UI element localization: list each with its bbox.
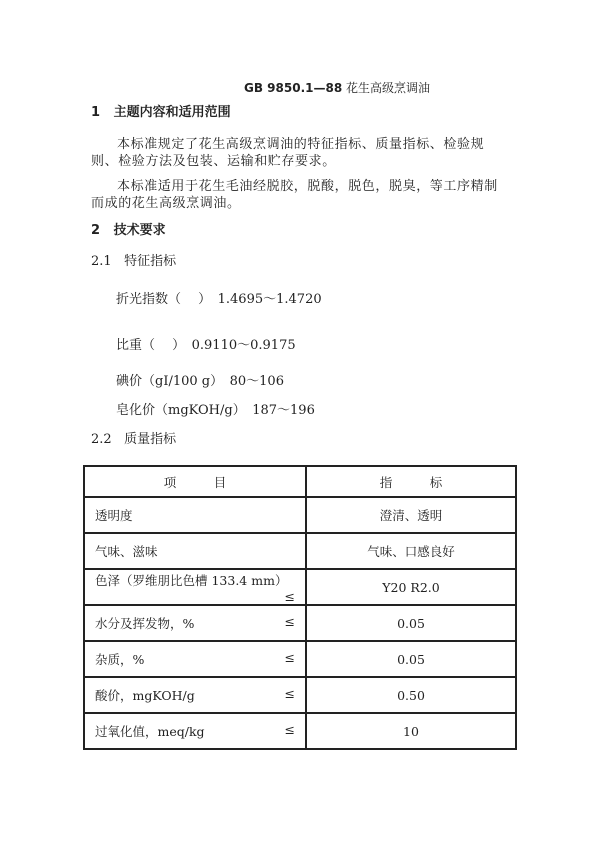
paragraph: 本标准适用于花生毛油经脱胶，脱酸，脱色，脱臭，等工序精制而成的花生高级烹调油。 [91, 179, 498, 211]
section-number: 2.2 [91, 432, 112, 447]
standard-name: 花生高级烹调油 [346, 81, 431, 95]
paragraph: 本标准规定了花生高级烹调油的特征指标、质量指标、检验规则、检验方法及包装、运输和贮存要求。 [91, 137, 485, 169]
section-number: 2.1 [91, 254, 112, 269]
table-row [84, 713, 516, 749]
less-equal-sign: ≤ [284, 614, 295, 629]
refractive-index: 折光指数（ ） 1.4695～1.4720 [116, 292, 322, 307]
section-title: 技术要求 [113, 223, 166, 238]
item-label: 过氧化值，meq/kg [95, 724, 205, 739]
item-label: 杂质，% [95, 652, 145, 667]
subsection-2-2-heading [91, 432, 176, 448]
item-cell [84, 713, 306, 749]
table-row [84, 641, 516, 677]
section-title: 质量指标 [124, 432, 177, 447]
subsection-2-1-heading [91, 254, 176, 270]
specific-gravity: 比重（ ） 0.9110～0.9175 [116, 338, 296, 353]
item-label: 透明度 [95, 508, 133, 523]
value-cell: Y20 R2.0 [306, 569, 516, 605]
item-cell [84, 605, 306, 641]
header-item: 项 目 [84, 466, 306, 497]
value-cell: 澄清、透明 [306, 497, 516, 533]
item-cell [84, 641, 306, 677]
section-title: 主题内容和适用范围 [113, 105, 231, 120]
value-cell: 0.05 [306, 641, 516, 677]
less-equal-sign: ≤ [284, 588, 295, 604]
item-cell [84, 677, 306, 713]
item-cell [84, 569, 306, 605]
value-cell: 0.05 [306, 605, 516, 641]
table-row [84, 605, 516, 641]
section-title: 特征指标 [124, 254, 177, 269]
standard-code: GB 9850.1—88 [244, 81, 343, 95]
header-value: 指 标 [306, 466, 516, 497]
less-equal-sign: ≤ [284, 650, 295, 665]
value-cell: 0.50 [306, 677, 516, 713]
table-header [84, 466, 516, 497]
item-label: 色泽（罗维朋比色槽 133.4 mm） [95, 572, 288, 588]
value-cell: 气味、口感良好 [306, 533, 516, 569]
section-number: 1 [91, 105, 101, 120]
value-cell: 10 [306, 713, 516, 749]
document-title [244, 80, 430, 96]
table-row [84, 677, 516, 713]
table-row [84, 497, 516, 533]
item-label: 水分及挥发物，% [95, 616, 195, 631]
item-cell [84, 497, 306, 533]
less-equal-sign: ≤ [284, 686, 295, 701]
item-label: 气味、滋味 [95, 544, 158, 559]
item-label: 酸价，mgKOH/g [95, 688, 195, 703]
table-row [84, 533, 516, 569]
less-equal-sign: ≤ [284, 722, 295, 737]
iodine-value: 碘价（gI/100 g） 80～106 [116, 374, 284, 389]
section-1-heading [91, 105, 231, 121]
section-number: 2 [91, 223, 101, 238]
item-cell [84, 533, 306, 569]
quality-table [83, 465, 517, 750]
saponification-value: 皂化价（mgKOH/g） 187～196 [116, 403, 315, 418]
section-2-heading [91, 223, 166, 239]
table-row [84, 569, 516, 605]
